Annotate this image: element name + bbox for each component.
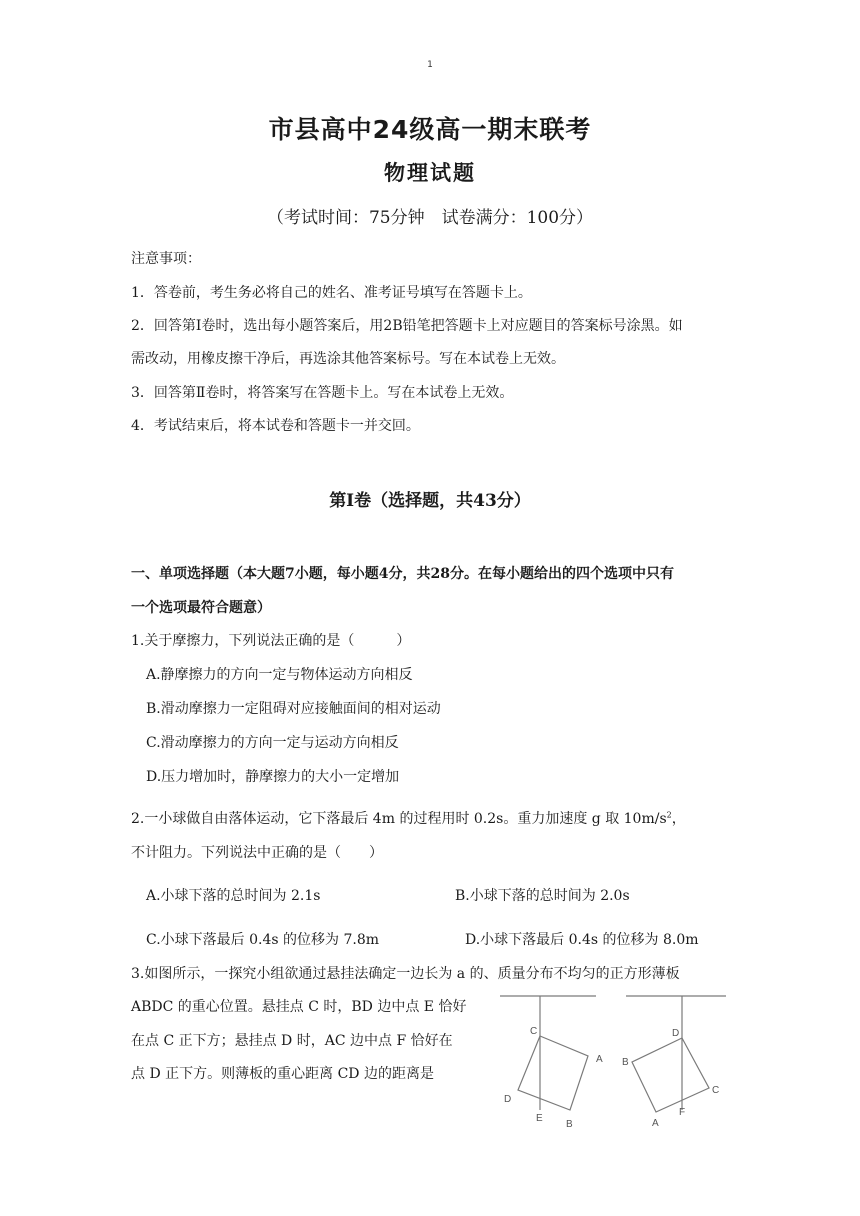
label-left-c: C	[530, 1026, 538, 1037]
section-heading: 第Ⅰ卷（选择题，共43分）	[329, 491, 531, 511]
right-square-plate	[632, 1038, 709, 1112]
label-left-d: D	[504, 1094, 512, 1105]
notice-item-2-line-1: 2．回答第Ⅰ卷时，选出每小题答案后，用2B铅笔把答题卡上对应题目的答案标号涂黑。如	[131, 318, 683, 334]
exam-info: （考试时间：75分钟 试卷满分：100分）	[266, 208, 594, 228]
label-left-a: A	[596, 1054, 603, 1065]
label-right-c: C	[712, 1085, 720, 1096]
exam-subject: 物理试题	[384, 161, 476, 185]
part-heading-line-1: 一、单项选择题（本大题7小题，每小题4分，共28分。在每小题给出的四个选项中只有	[131, 566, 674, 582]
q3-stem-line-2: ABDC 的重心位置。悬挂点 C 时，BD 边中点 E 恰好	[131, 999, 467, 1015]
label-right-b: B	[622, 1057, 629, 1068]
q2-stem-line-1: 2.一小球做自由落体运动，它下落最后 4m 的过程用时 0.2s。重力加速度 g 取 $10m/s^2$，	[131, 810, 686, 827]
q3-stem-line-4: 点 D 正下方。则薄板的重心距离 CD 边的距离是	[131, 1066, 434, 1082]
q2-stem-line-2: 不计阻力。下列说法中正确的是（ ）	[131, 845, 383, 861]
notice-item-3: 3．回答第Ⅱ卷时，将答案写在答题卡上。写在本试卷上无效。	[131, 385, 514, 401]
label-left-b: B	[566, 1119, 573, 1130]
left-square-plate	[518, 1036, 588, 1110]
q1-option-a: A.静摩擦力的方向一定与物体运动方向相反	[146, 667, 413, 683]
exam-title: 市县高中24级高一期末联考	[268, 115, 592, 144]
label-left-e: E	[536, 1113, 543, 1124]
notice-item-4: 4．考试结束后，将本试卷和答题卡一并交回。	[131, 418, 420, 434]
page-number: 1	[427, 60, 433, 70]
notice-heading: 注意事项：	[131, 251, 201, 267]
q3-suspension-figure	[496, 994, 732, 1140]
q2-option-a: A.小球下落的总时间为 2.1s	[146, 888, 321, 904]
label-right-f: F	[679, 1107, 686, 1118]
q2-option-d: D.小球下落最后 0.4s 的位移为 8.0m	[465, 932, 699, 948]
q2-option-b: B.小球下落的总时间为 2.0s	[455, 888, 630, 904]
q2-option-c: C.小球下落最后 0.4s 的位移为 7.8m	[146, 932, 380, 948]
q1-option-c: C.滑动摩擦力的方向一定与运动方向相反	[146, 735, 399, 751]
notice-item-1: 1．答卷前，考生务必将自己的姓名、准考证号填写在答题卡上。	[131, 285, 532, 301]
q1-stem: 1.关于摩擦力，下列说法正确的是（ ）	[131, 633, 411, 649]
q3-stem-line-1: 3.如图所示，一探究小组欲通过悬挂法确定一边长为 a 的、质量分布不均匀的正方形薄板	[131, 966, 680, 982]
label-right-a: A	[652, 1118, 659, 1129]
notice-item-2-line-2: 需改动，用橡皮擦干净后，再选涂其他答案标号。写在本试卷上无效。	[131, 351, 565, 367]
part-heading-line-2: 一个选项最符合题意）	[131, 600, 271, 616]
q1-option-d: D.压力增加时，静摩擦力的大小一定增加	[146, 769, 400, 785]
q1-option-b: B.滑动摩擦力一定阻碍对应接触面间的相对运动	[146, 701, 441, 717]
label-right-d: D	[672, 1028, 680, 1039]
q3-stem-line-3: 在点 C 正下方；悬挂点 D 时，AC 边中点 F 恰好在	[131, 1033, 453, 1049]
